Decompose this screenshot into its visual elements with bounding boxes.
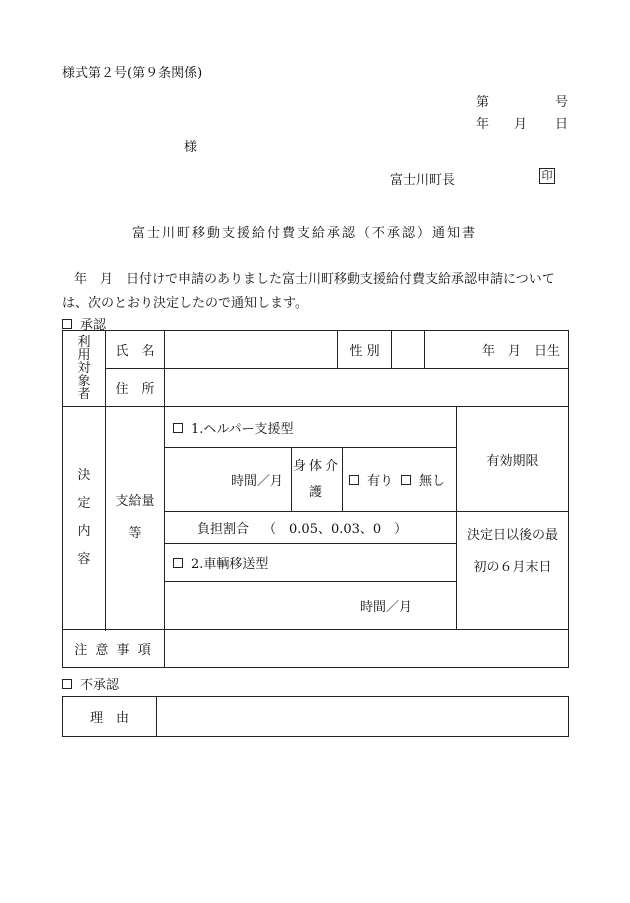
option-vehicle-transport[interactable]: 2.車輌移送型 bbox=[165, 544, 457, 582]
intro-text: 年 月 日付けで申請のありました富士川町移動支援給付費支給承認申請については、次のとおり決定したので通知します。 bbox=[62, 272, 555, 311]
number-label-right: 号 bbox=[555, 95, 569, 110]
approval-option[interactable]: 承認 bbox=[62, 314, 106, 333]
validity-label: 有効期限 bbox=[457, 407, 569, 512]
checkbox-icon[interactable] bbox=[62, 679, 72, 689]
gender-field[interactable] bbox=[392, 331, 425, 369]
reason-label: 理 由 bbox=[63, 697, 157, 737]
vehicle-hours-per-month[interactable]: 時間／月 bbox=[165, 582, 457, 630]
reason-table bbox=[62, 696, 569, 737]
decision-table bbox=[62, 330, 569, 668]
checkbox-icon[interactable] bbox=[173, 558, 183, 568]
name-label: 氏 名 bbox=[106, 331, 165, 369]
birth-date-field[interactable]: 年 月 日生 bbox=[425, 331, 569, 369]
addressee-suffix: 様 bbox=[184, 140, 198, 155]
user-group-label: 利 用 対 象 者 bbox=[63, 331, 106, 407]
validity-text: 決定日以後の最 初の６月末日 bbox=[457, 512, 569, 630]
notes-field[interactable] bbox=[165, 630, 569, 668]
checkbox-icon[interactable] bbox=[401, 475, 411, 485]
helper-hours-per-month[interactable]: 時間／月 bbox=[165, 448, 292, 512]
body-care-options[interactable]: 有り 無し bbox=[343, 448, 457, 512]
form-number: 様式第２号(第９条関係) bbox=[62, 66, 203, 81]
body-care-label: 身体介 護 bbox=[292, 448, 343, 512]
notes-label: 注 意 事 項 bbox=[63, 630, 165, 668]
seal-stamp: 印 bbox=[539, 168, 555, 184]
address-label: 住 所 bbox=[106, 369, 165, 407]
checkbox-icon[interactable] bbox=[62, 319, 72, 329]
number-label-left: 第 bbox=[476, 95, 490, 110]
name-field[interactable] bbox=[165, 331, 338, 369]
supply-label: 支給量 等 bbox=[106, 407, 165, 630]
date-month: 月 bbox=[514, 117, 528, 132]
checkbox-icon[interactable] bbox=[349, 475, 359, 485]
checkbox-icon[interactable] bbox=[173, 423, 183, 433]
date-year: 年 bbox=[476, 117, 490, 132]
burden-ratio: 負担割合 （ 0.05、0.03、0 ） bbox=[165, 512, 457, 544]
address-field[interactable] bbox=[165, 369, 569, 407]
option-helper-support[interactable]: 1.ヘルパー支援型 bbox=[165, 407, 457, 448]
reason-field[interactable] bbox=[157, 697, 569, 737]
date-day: 日 bbox=[555, 117, 569, 132]
issuer: 富士川町長 bbox=[390, 173, 456, 188]
document-title: 富士川町移動支援給付費支給承認（不承認）通知書 bbox=[132, 226, 478, 241]
disapproval-option[interactable]: 不承認 bbox=[62, 674, 119, 693]
gender-label: 性 別 bbox=[338, 331, 392, 369]
decision-label: 決 定 内 容 bbox=[63, 407, 106, 630]
